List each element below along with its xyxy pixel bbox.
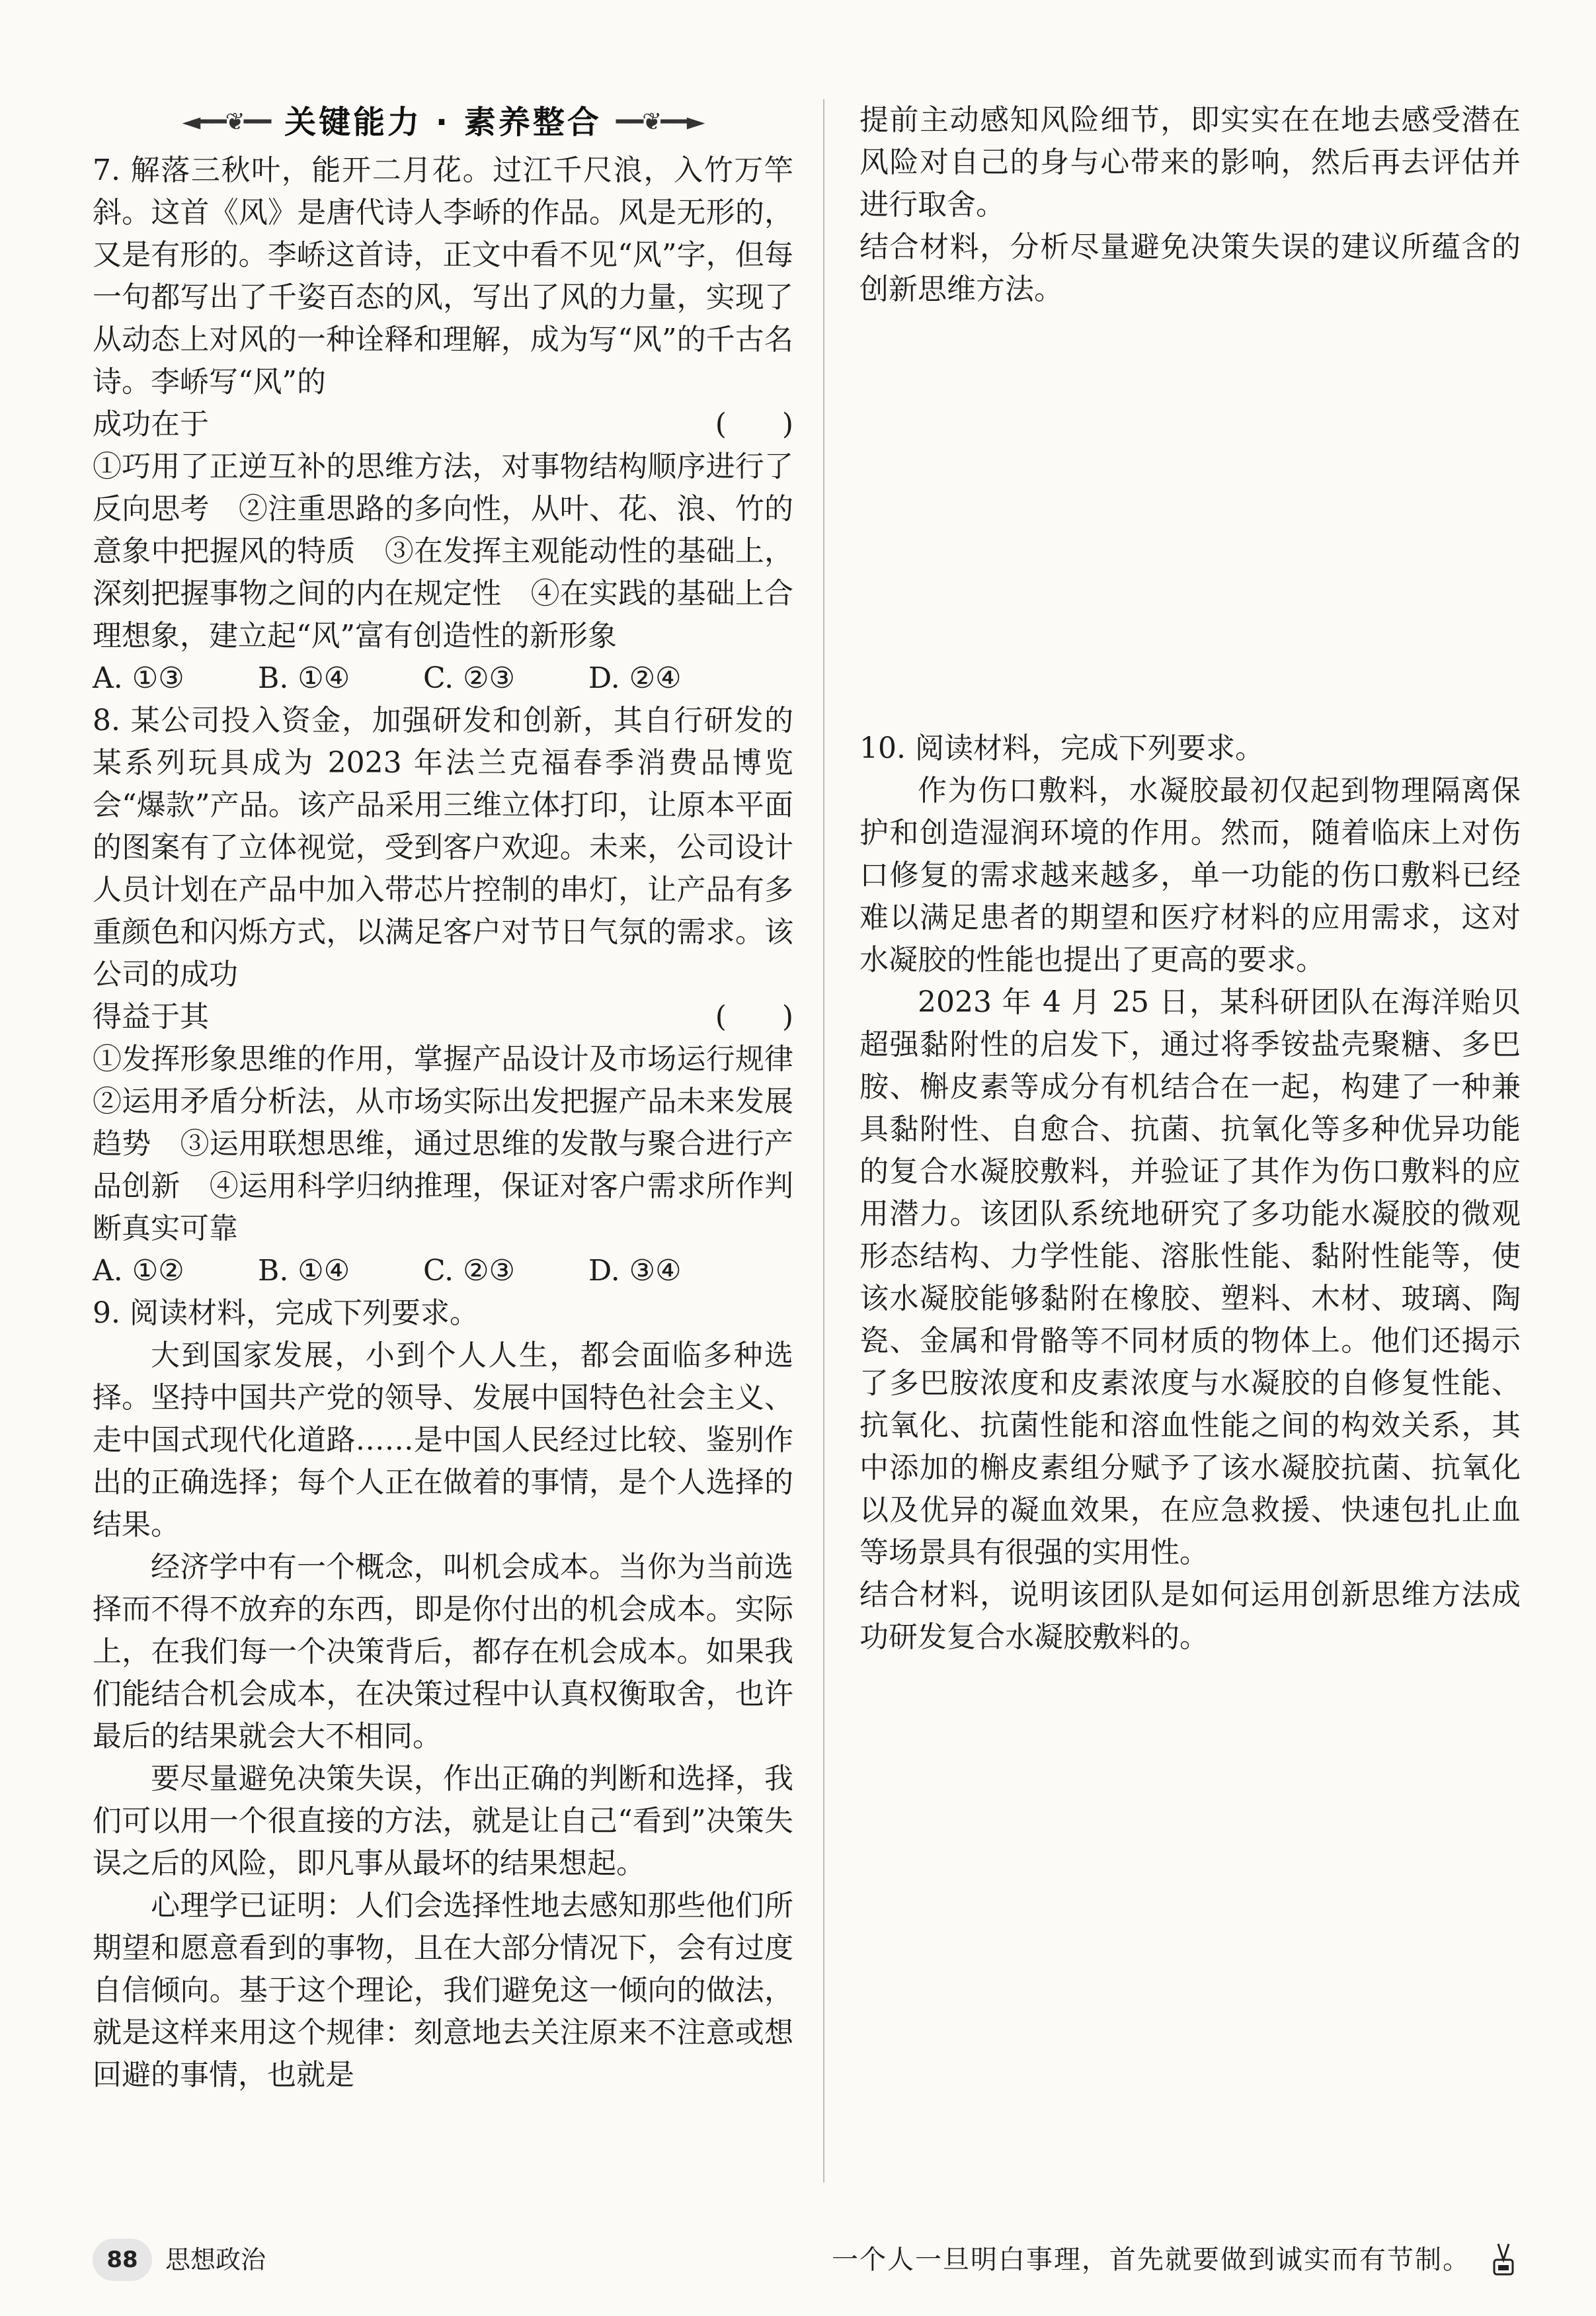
left-column <box>93 99 822 2096</box>
q8-options <box>93 1250 793 1292</box>
q9-continuation: 提前主动感知风险细节，即实实在在地去感受潜在风险对自己的身与心带来的影响，然后再去评估并进行取舍。 <box>859 103 1521 222</box>
question-8 <box>93 700 822 1292</box>
q8-stem: 8. 某公司投入资金，加强研发和创新，其自行研发的某系列玩具成为 2023 年法兰克福春季消费品博览会“爆款”产品。该产品采用三维立体打印，让原本平面的图案有了立体视觉，受到客户欢迎。未来，公司设计人员计划在产品中加入带芯片控制的串灯，让产品有多重颜色和闪烁方式，以满足客户对节日气氛的需求。该公司的成功 <box>93 704 793 991</box>
footer-motto: 一个人一旦明白事理，首先就要做到诚实而有节制。 <box>832 2245 1470 2275</box>
q8-option-b[interactable]: B. ①④ <box>258 1254 350 1288</box>
section-title: 关键能力 · 素养整合 <box>284 104 602 141</box>
q7-stem-end-text: 成功在于 <box>93 407 209 441</box>
section-header <box>93 99 793 145</box>
question-7 <box>93 149 793 700</box>
q9-paragraph: 大到国家发展，小到个人人生，都会面临多种选择。坚持中国共产党的领导、发展中国特色社会主义、走中国式现代化道路……是中国人民经过比较、鉴别作出的正确选择；每个人正在做着的事情，是个人选择的结果。 <box>93 1339 793 1542</box>
q9-task: 结合材料，分析尽量避免决策失误的建议所蕴含的创新思维方法。 <box>859 230 1521 306</box>
q9-paragraph: 心理学已证明：人们会选择性地去感知那些他们所期望和愿意看到的事物，且在大部分情况下，会有过度自信倾向。基于这个理论，我们避免这一倾向的做法，就是这样来用这个规律：刻意地去关注原来不注意或想回避的事情，也就是 <box>93 1889 793 2092</box>
q7-option-c[interactable]: C. ②③ <box>423 661 515 695</box>
column-divider <box>823 99 824 2182</box>
q10-task: 结合材料，说明该团队是如何运用创新思维方法成功研发复合水凝胶敷料的。 <box>859 1578 1521 1654</box>
q10-paragraph: 2023 年 4 月 25 日，某科研团队在海洋贻贝超强黏附性的启发下，通过将季铵盐壳聚糖、多巴胺、槲皮素等成分有机结合在一起，构建了一种兼具黏附性、自愈合、抗菌、抗氧化等多种优异功能的复合水凝胶敷料，并验证了其作为伤口敷料的应用潜力。该团队系统地研究了多功能水凝胶的微观形态结构、力学性能、溶胀性能、黏附性能等，使该水凝胶能够黏附在橡胶、塑料、木材、玻璃、陶瓷、金属和骨骼等不同材质的物体上。他们还揭示了多巴胺浓度和皮素浓度与水凝胶的自修复性能、抗氧化、抗菌性能和溶血性能之间的构效关系，其中添加的槲皮素组分赋予了该水凝胶抗菌、抗氧化以及优异的凝血效果，在应急救援、快速包扎止血等场景具有很强的实用性。 <box>859 985 1521 1569</box>
ornament-right-icon: ━━❦━━► <box>616 108 704 136</box>
q9-heading: 9. 阅读材料，完成下列要求。 <box>93 1296 479 1330</box>
ornament-left-icon: ◄━━❦━━ <box>182 108 270 136</box>
right-column <box>859 99 1521 1659</box>
inkpot-icon <box>1484 2240 1523 2280</box>
q7-options <box>93 657 793 700</box>
q7-option-b[interactable]: B. ①④ <box>258 661 350 695</box>
q8-option-a[interactable]: A. ①② <box>93 1254 184 1288</box>
q8-choices: ①发挥形象思维的作用，掌握产品设计及市场运行规律 ②运用矛盾分析法，从市场实际出发把握产品未来发展趋势 ③运用联想思维，通过思维的发散与聚合进行产品创新 ④运用科学归纳推理，保证对客户需求所作判断真实可靠 <box>93 1042 822 1245</box>
q7-stem-end <box>93 403 793 446</box>
q8-stem-end <box>93 996 793 1038</box>
subject-label: 思想政治 <box>165 2245 266 2274</box>
q8-option-d[interactable]: D. ③④ <box>588 1254 682 1288</box>
question-10 <box>859 727 1521 1659</box>
page-footer <box>93 2239 1523 2285</box>
q7-choices: ①巧用了正逆互补的思维方法，对事物结构顺序进行了反向思考 ②注重思路的多向性，从叶、花、浪、竹的意象中把握风的特质 ③在发挥主观能动性的基础上，深刻把握事物之间的内在规定性 ④在实践的基础上合理想象，建立起“风”富有创造性的新形象 <box>93 450 793 653</box>
question-9 <box>93 1292 793 2096</box>
q7-option-d[interactable]: D. ②④ <box>588 661 682 695</box>
q7-answer-paren[interactable]: ( ) <box>715 407 793 441</box>
q7-option-a[interactable]: A. ①③ <box>93 661 184 695</box>
answer-space[interactable] <box>859 311 1521 727</box>
q8-option-c[interactable]: C. ②③ <box>423 1254 515 1288</box>
q8-answer-paren[interactable]: ( ) <box>715 1000 793 1034</box>
q7-stem: 7. 解落三秋叶，能开二月花。过江千尺浪，入竹万竿斜。这首《风》是唐代诗人李峤的作品。风是无形的，又是有形的。李峤这首诗，正文中看不见“风”字，但每一句都写出了千姿百态的风，写出了风的力量，实现了从动态上对风的一种诠释和理解，成为写“风”的千古名诗。李峤写“风”的 <box>93 153 793 399</box>
q10-heading: 10. 阅读材料，完成下列要求。 <box>859 731 1264 765</box>
q9-paragraph: 要尽量避免决策失误，作出正确的判断和选择，我们可以用一个很直接的方法，就是让自己“看到”决策失误之后的风险，即凡事从最坏的结果想起。 <box>93 1762 793 1880</box>
page-number: 88 <box>93 2239 152 2281</box>
q8-stem-end-text: 得益于其 <box>93 1000 209 1034</box>
q10-paragraph: 作为伤口敷料，水凝胶最初仅起到物理隔离保护和创造湿润环境的作用。然而，随着临床上对伤口修复的需求越来越多，单一功能的伤口敷料已经难以满足患者的期望和医疗材料的应用需求，这对水凝胶的性能也提出了更高的要求。 <box>859 774 1521 977</box>
q9-paragraph: 经济学中有一个概念，叫机会成本。当你为当前选择而不得不放弃的东西，即是你付出的机会成本。实际上，在我们每一个决策背后，都存在机会成本。如果我们能结合机会成本，在决策过程中认真权衡取舍，也许最后的结果就会大不相同。 <box>93 1550 793 1753</box>
